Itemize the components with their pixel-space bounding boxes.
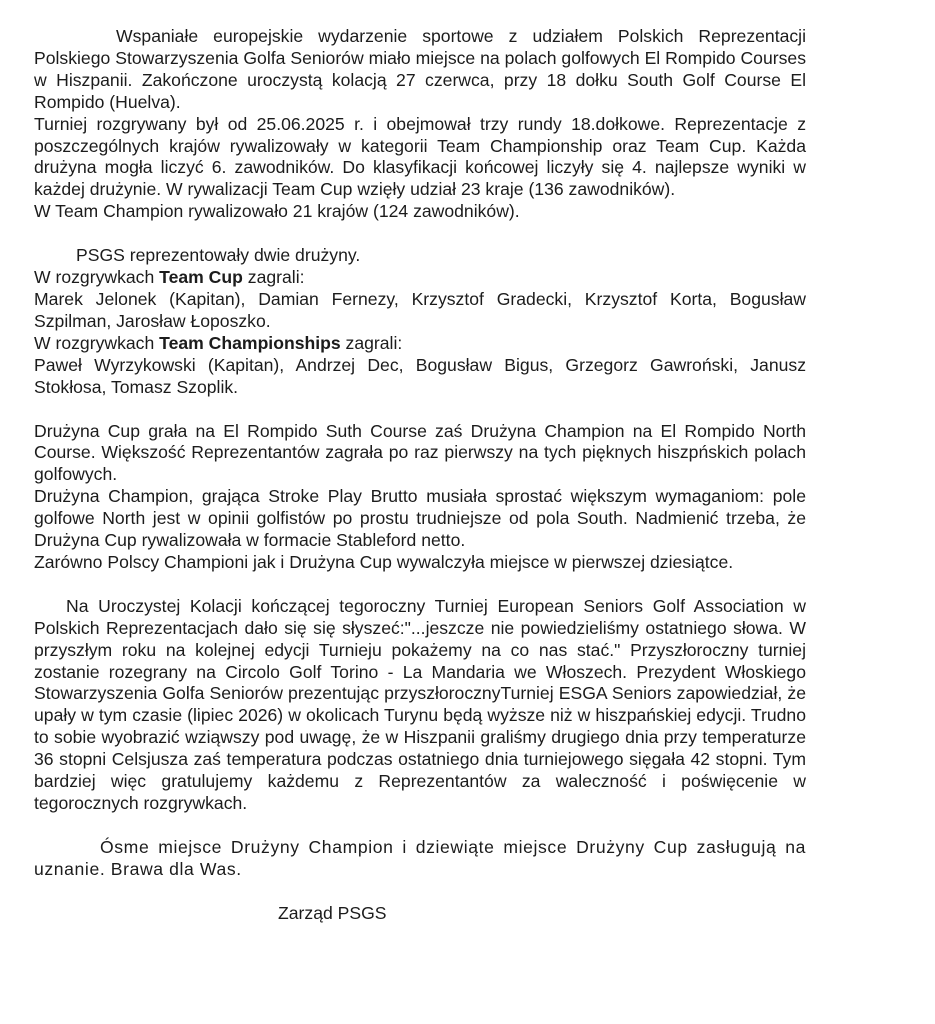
spacer	[34, 815, 806, 837]
team-cup-prefix: W rozgrywkach	[34, 267, 160, 288]
team-championships-suffix: zagrali:	[340, 332, 403, 353]
team-championships-players: Paweł Wyrzykowski (Kapitan), Andrzej Dec, Bogusław Bigus, Grzegorz Gawroński, Janusz Stokłosa, Tomasz Szoplik.	[34, 354, 806, 397]
team-cup-players: Marek Jelonek (Kapitan), Damian Fernezy, Krzysztof Gradecki, Krzysztof Korta, Bogusław Szpilman, Jarosław Łoposzko.	[34, 288, 806, 331]
team-championships-prefix: W rozgrywkach	[34, 332, 160, 353]
team-cup-heading	[34, 267, 806, 289]
courses-paragraph: Drużyna Cup grała na El Rompido Suth Course zaś Drużyna Champion na El Rompido North Course. Większość Reprezentantów zagrała po raz pierwszy na tych pięknych hiszpńskich polach golfowych.	[34, 420, 806, 485]
article	[34, 26, 806, 925]
ceremony-paragraph: Na Uroczystej Kolacji kończącej tegoroczny Turniej European Seniors Golf Association w Polskich Reprezentacjach dało się się słyszeć:"...jeszcze nie powiedzieliśmy ostatniego słowa. W przyszłym roku na kolejnej edycji Turnieju pokażemy na co nas stać." Przyszłoroczny turniej zostanie rozegrany na Circolo Golf Torino - La Mandaria we Włoszech. Prezydent Włoskiego Stowarzyszenia Golfa Seniorów prezentując przyszłorocznyTurniej ESGA Seniors zapowiedział, że upały w tym czasie (lipiec 2026) w okolicach Turynu będą wyższe niż w hiszpańskiej edycji. Trudno to sobie wyobrazić wziąwszy pod uwagę, że w Hiszpanii graliśmy drugiego dnia przy temperaturze 36 stopni Celsjusza zaś temperatura podczas ostatniego dnia turniejowego sięgała 42 stopni. Tym bardziej więc gratulujemy każdemu z Reprezentantów za waleczność i poświęcenie w tegorocznych rozgrywkach.	[34, 595, 806, 813]
team-cup-name: Team Cup	[159, 267, 243, 288]
signature: Zarząd PSGS	[278, 902, 387, 923]
stroke-play-paragraph: Drużyna Champion, grająca Stroke Play Brutto musiała sprostać większym wymaganiom: pole golfowe North jest w opinii golfistów po prostu trudniejsze od pola South. Nadmienić trzeba, że Drużyna Cup rywalizowała w formacie Stableford netto.	[34, 486, 806, 551]
tournament-paragraph: Turniej rozgrywany był od 25.06.2025 r. i obejmował trzy rundy 18.dołkowe. Reprezentacje z poszczególnych krajów rywalizowały w kategorii Team Championship oraz Team Cup. Każda drużyna mogła liczyć 6. zawodników. Do klasyfikacji końcowej liczyły się 4. najlepsze wyniki w każdej drużynie. W rywalizacji Team Cup wzięły udział 23 kraje (136 zawodników).	[34, 113, 806, 200]
intro-paragraph: Wspaniałe europejskie wydarzenie sportowe z udziałem Polskich Reprezentacji Polskiego Stowarzyszenia Golfa Seniorów miało miejsce na polach golfowych El Rompido Courses w Hiszpanii. Zakończone uroczystą kolacją 27 czerwca, przy 18 dołku South Golf Course El Rompido (Huelva).	[34, 26, 806, 112]
spacer	[34, 881, 806, 903]
closing-paragraph: Ósme miejsce Drużyny Champion i dziewiąte miejsce Drużyny Cup zasługują na uznanie. Brawa dla Was.	[34, 836, 806, 879]
psgs-intro: PSGS reprezentowały dwie drużyny.	[76, 245, 361, 266]
top-ten-paragraph: Zarówno Polscy Championi jak i Drużyna Cup wywalczyła miejsce w pierwszej dziesiątce.	[34, 551, 734, 572]
team-championships-name: Team Championships	[159, 332, 341, 353]
team-champion-count: W Team Champion rywalizowało 21 krajów (124 zawodników).	[34, 201, 520, 222]
spacer	[34, 399, 806, 421]
team-cup-suffix: zagrali:	[242, 267, 305, 288]
spacer	[34, 223, 806, 245]
team-championships-heading	[34, 333, 806, 355]
spacer	[34, 574, 806, 596]
